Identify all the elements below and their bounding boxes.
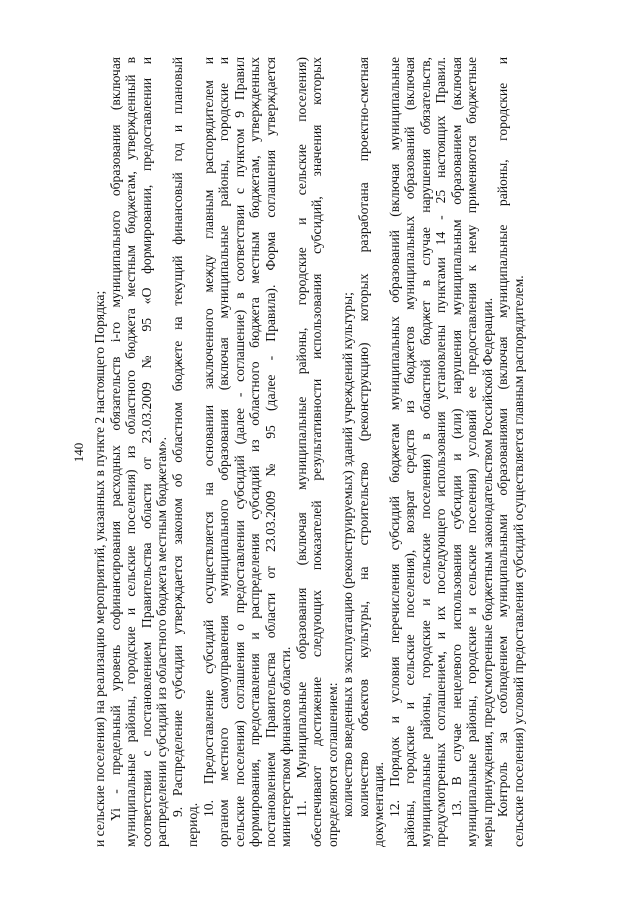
text-line: 10. Предоставление субсидий осуществляется на основании заключенного между главным распорядителем и — [200, 57, 216, 817]
text-line: документация. — [371, 762, 386, 847]
text-line: 11. Муниципальные образования (включая муниципальные районы, городские и сельские поселения) — [293, 57, 309, 817]
text-line: Yi - предельный уровень софинансирования расходных обязательств i-го муниципального образования (включая — [107, 57, 123, 821]
text-line: Контроль за соблюдением муниципальными образованиями (включая муниципальные районы, городские и — [495, 57, 510, 817]
text-line: предусмотренных соглашением, и их последующего использования установлены пунктами 14 - 25 настоящих Правил. — [433, 57, 448, 847]
text-line: сельские поселения) условий предоставления субсидий осуществляется главным распорядителем. — [510, 275, 526, 847]
text-line: районы, городские и сельские поселения), возврат средств из бюджетов муниципальных образований (включая — [402, 57, 417, 847]
text-line: определяются соглашением: — [324, 682, 340, 847]
text-line: и сельские поселения) на реализацию мероприятий, указанных в пункте 2 настоящего Порядка; — [92, 290, 107, 847]
text-line: обеспечивают достижение следующих показателей результативности использования субсидий, значения которых — [309, 57, 324, 847]
text-line: муниципальные районы, городские и сельские поселения) условий ее предоставления к нему применяются бюджетные — [464, 57, 479, 847]
text-line: муниципальные районы, городские и сельские поселения) в областной бюджет в случае нарушения обязательств, — [417, 57, 433, 847]
text-line: 12. Порядок и условия перечисления субсидий бюджетам муниципальных образований (включая муниципальные — [386, 57, 402, 817]
text-line: органом местного самоуправления муниципального образования (включая муниципальные районы, городские и — [216, 57, 231, 847]
text-line: 13. В случае нецелевого использования субсидии и (или) нарушения муниципальным образованием (включая — [448, 57, 464, 817]
text-line: сельские поселения) соглашения о предоставлении субсидий (далее - соглашение) в соответствии с пунктом 9 Правил — [231, 57, 247, 847]
text-line: формирования, предоставления и распределения субсидий из областного бюджета местным бюджетам, утвержденных — [247, 57, 262, 847]
text-line: распределении субсидий из областного бюджета местным бюджетам». — [154, 437, 169, 847]
text-line: 9. Распределение субсидии утверждается законом об областном бюджете на текущий финансовый год и плановый — [169, 57, 185, 817]
text-line: муниципальные районы, городские и сельские поселения) из областного бюджета местным бюджетам, утвержденный в — [123, 57, 138, 847]
text-line: министерством финансов области. — [278, 646, 293, 847]
text-line: постановлением Правительства области от 23.03.2009 № 95 (далее - Правила). Форма соглашения утверждается — [262, 57, 278, 847]
body-text — [92, 57, 526, 847]
text-line: период. — [185, 802, 200, 847]
text-line: меры принуждения, предусмотренные бюджетным законодательством Российской Федерации. — [479, 297, 495, 847]
text-line: соответствии с постановлением Правительства области от 23.03.2009 № 95 «О формировании, предоставлении и — [138, 57, 154, 847]
text-line: количество введенных в эксплуатацию (реконструируемых) зданий учреждений культуры; — [340, 292, 355, 817]
text-line: количество объектов культуры, на строительство (реконструкцию) которых разработана проектно-сметная — [355, 57, 371, 817]
page-number: 140 — [71, 442, 86, 463]
